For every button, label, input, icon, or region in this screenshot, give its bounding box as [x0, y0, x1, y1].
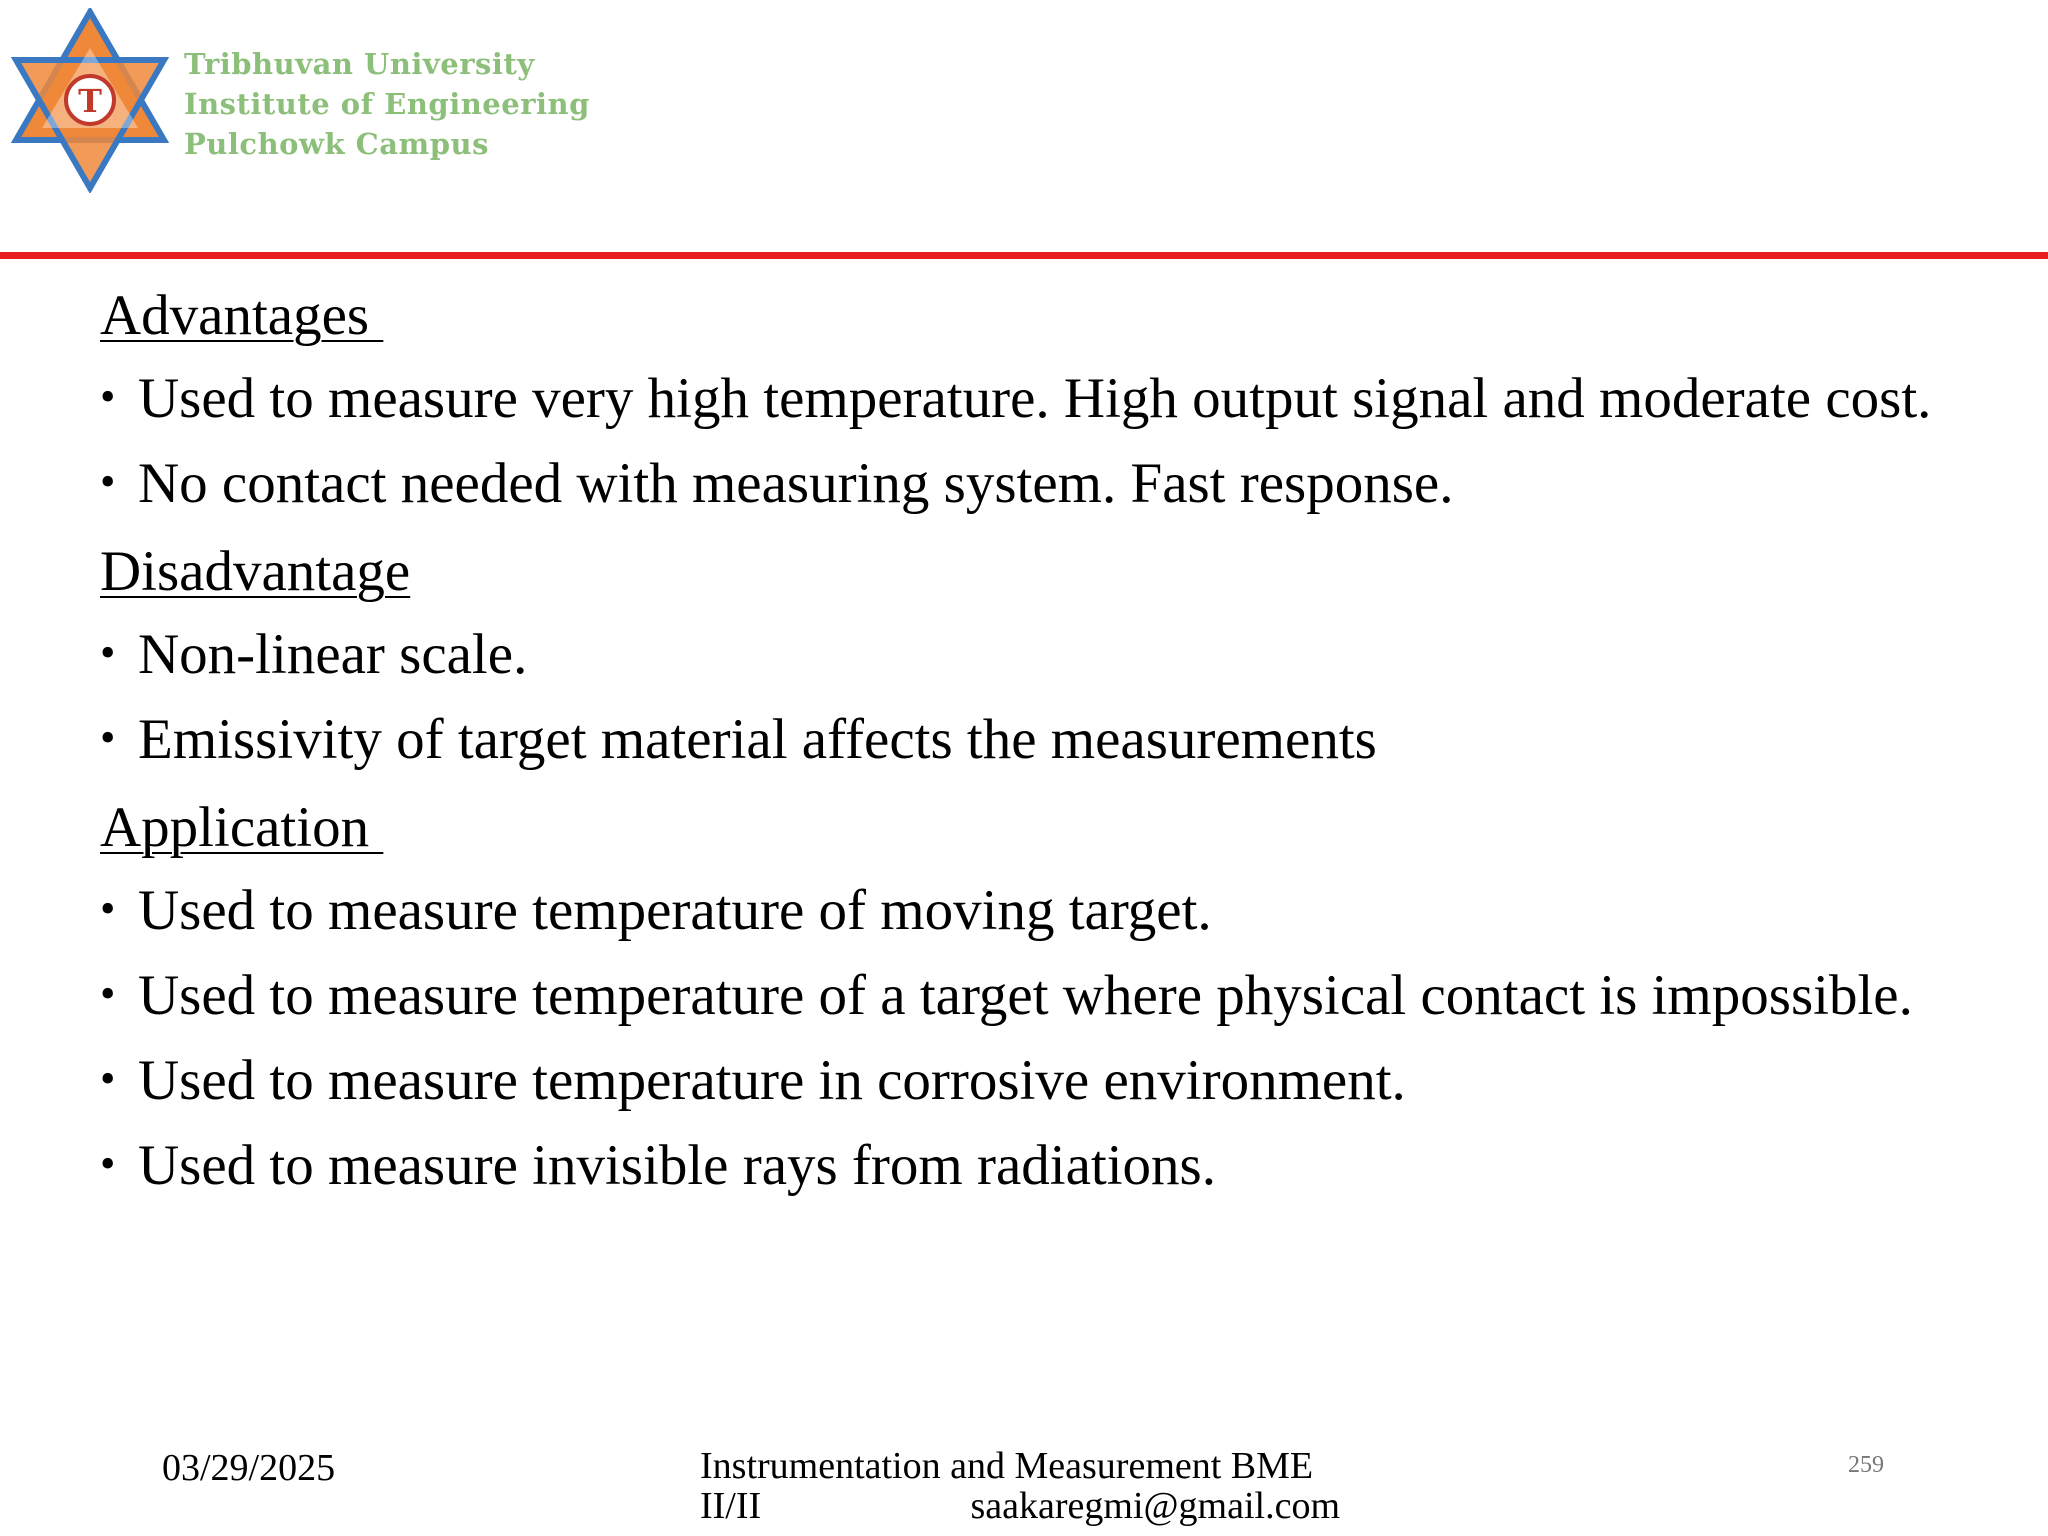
bullet-dot-icon: • — [100, 884, 116, 933]
bullet-text: No contact needed with measuring system. Fast response. — [138, 452, 1454, 515]
footer-email: saakaregmi@gmail.com — [970, 1485, 1340, 1527]
bullet-dot-icon: • — [100, 372, 116, 421]
bullet-dot-icon: • — [100, 1054, 116, 1103]
svg-text:T: T — [78, 82, 102, 120]
bullet-text: Used to measure temperature in corrosive environment. — [138, 1049, 1406, 1112]
bullet-item — [100, 707, 2000, 772]
bullet-text: Used to measure temperature of moving target. — [138, 879, 1212, 942]
bullet-item — [100, 878, 2000, 943]
bullet-item — [100, 1133, 2000, 1198]
footer-semester: II/II — [700, 1485, 762, 1527]
bullet-text: Used to measure invisible rays from radiations. — [138, 1134, 1216, 1197]
slide-content — [100, 280, 2000, 1218]
section-heading-disadvantage: Disadvantage — [100, 540, 411, 603]
bullet-dot-icon: • — [100, 713, 116, 762]
header-divider — [0, 252, 2048, 259]
logo-line-campus: Pulchowk Campus — [184, 127, 489, 161]
bullet-item — [100, 366, 2000, 431]
footer-course-title: Instrumentation and Measurement BME — [700, 1445, 1314, 1487]
bullet-text: Emissivity of target material affects the measurements — [138, 708, 1377, 771]
institution-logo — [10, 8, 610, 198]
bullet-dot-icon: • — [100, 1139, 116, 1188]
bullet-item — [100, 622, 2000, 687]
footer-course-line2 — [700, 1486, 1340, 1526]
footer-date: 03/29/2025 — [162, 1447, 336, 1489]
logo-line-university: Tribhuvan University — [184, 47, 535, 81]
bullet-dot-icon: • — [100, 457, 116, 506]
university-emblem-icon — [10, 8, 170, 193]
section-heading-advantages: Advantages — [100, 284, 384, 347]
bullet-text: Used to measure very high temperature. High output signal and moderate cost. — [138, 367, 1932, 430]
bullet-dot-icon: • — [100, 969, 116, 1018]
bullet-item — [100, 963, 2000, 1028]
bullet-text: Used to measure temperature of a target where physical contact is impossible. — [138, 964, 1913, 1027]
logo-line-institute: Institute of Engineering — [184, 87, 590, 121]
bullet-dot-icon: • — [100, 628, 116, 677]
section-heading-application: Application — [100, 796, 384, 859]
page-number: 259 — [1848, 1452, 1884, 1478]
bullet-item — [100, 1048, 2000, 1113]
bullet-item — [100, 451, 2000, 516]
institution-name — [184, 44, 590, 164]
footer-course-info — [700, 1446, 1340, 1526]
bullet-text: Non-linear scale. — [138, 623, 528, 686]
